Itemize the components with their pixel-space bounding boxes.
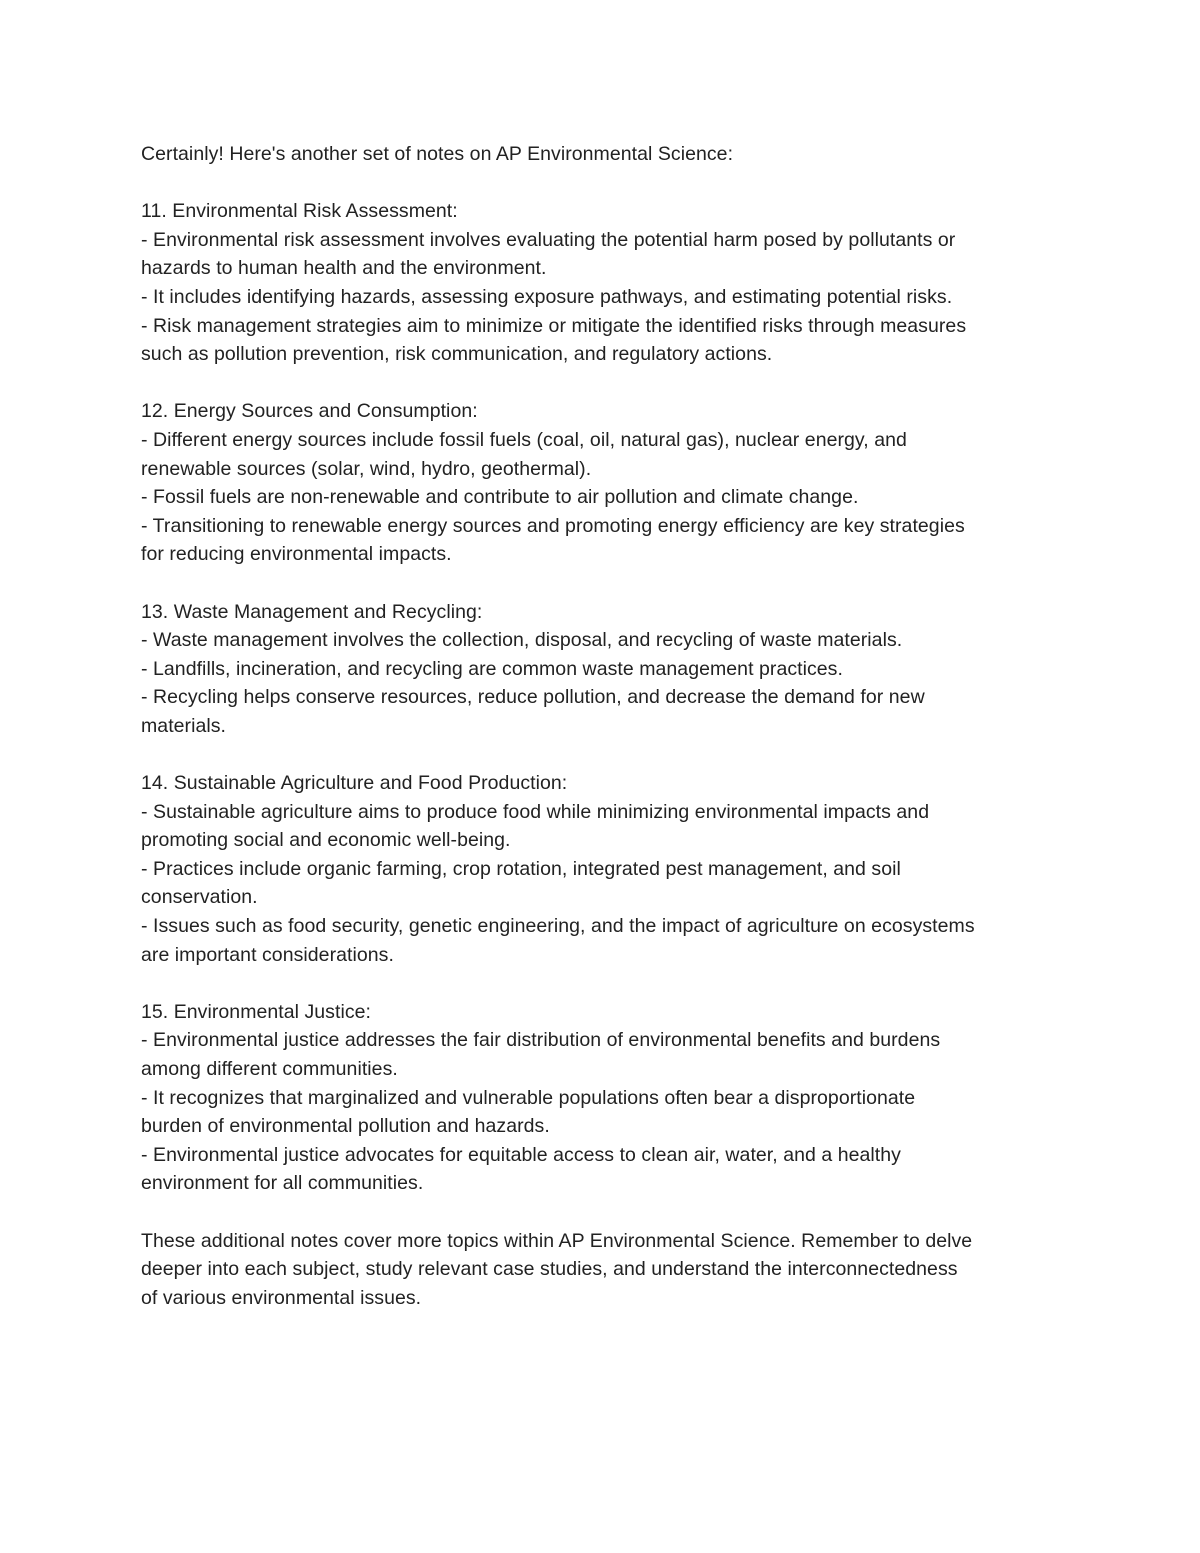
section-line: - Environmental risk assessment involves evaluating the potential harm posed by pollutants or: [141, 228, 956, 251]
blank-line: [141, 740, 1071, 769]
section-line: hazards to human health and the environment.: [141, 257, 547, 280]
section-heading: 14. Sustainable Agriculture and Food Production:: [141, 772, 568, 795]
section-line: - Landfills, incineration, and recycling are common waste management practices.: [141, 657, 843, 680]
section-line: - Different energy sources include fossil fuels (coal, oil, natural gas), nuclear energy, and: [141, 428, 907, 451]
blank-line: [141, 569, 1071, 598]
section-line: among different communities.: [141, 1058, 398, 1080]
section-line: - Recycling helps conserve resources, reduce pollution, and decrease the demand for new: [141, 686, 925, 709]
section-line: - Fossil fuels are non-renewable and contribute to air pollution and climate change.: [141, 486, 859, 509]
section-line: conservation.: [141, 886, 258, 909]
section-line: burden of environmental pollution and hazards.: [141, 1115, 550, 1138]
section-line: promoting social and economic well-being.: [141, 829, 511, 852]
section-12: [141, 397, 1071, 569]
section-line: - Environmental justice advocates for equitable access to clean air, water, and a healthy: [141, 1143, 901, 1166]
section-heading: 15. Environmental Justice:: [141, 1000, 371, 1023]
blank-line: [141, 969, 1071, 998]
section-14: [141, 769, 1071, 969]
document-body: [141, 140, 1071, 1312]
closing-paragraph: [141, 1227, 1071, 1313]
section-line: - It includes identifying hazards, assessing exposure pathways, and estimating potential risks.: [141, 285, 953, 308]
section-line: materials.: [141, 714, 227, 737]
section-heading: 12. Energy Sources and Consumption:: [141, 400, 478, 423]
section-line: for reducing environmental impacts.: [141, 543, 452, 566]
section-line: - Environmental justice addresses the fair distribution of environmental benefits and burdens: [141, 1029, 941, 1052]
section-line: such as pollution prevention, risk communication, and regulatory actions.: [141, 343, 773, 366]
section-15: [141, 998, 1071, 1198]
section-line: renewable sources (solar, wind, hydro, geothermal).: [141, 457, 592, 480]
section-line: - Sustainable agriculture aims to produce food while minimizing environmental impacts and: [141, 800, 930, 823]
section-line: - Risk management strategies aim to minimize or mitigate the identified risks through measures: [141, 314, 967, 337]
closing-line: of various environmental issues.: [141, 1286, 422, 1309]
blank-line: [141, 1198, 1071, 1227]
section-13: [141, 598, 1071, 741]
section-line: - Waste management involves the collection, disposal, and recycling of waste materials.: [141, 629, 903, 652]
section-heading: 11. Environmental Risk Assessment:: [141, 200, 458, 223]
section-line: - It recognizes that marginalized and vulnerable populations often bear a disproportionate: [141, 1086, 916, 1109]
section-heading: 13. Waste Management and Recycling:: [141, 600, 483, 623]
section-line: - Issues such as food security, genetic engineering, and the impact of agriculture on ecosystems: [141, 915, 975, 938]
closing-line: These additional notes cover more topics within AP Environmental Science. Remember to delve: [141, 1229, 973, 1252]
blank-line: [141, 169, 1071, 198]
blank-line: [141, 369, 1071, 398]
intro-text: Certainly! Here's another set of notes on AP Environmental Science:: [141, 143, 734, 165]
section-line: environment for all communities.: [141, 1172, 424, 1195]
section-line: are important considerations.: [141, 943, 394, 966]
section-11: [141, 197, 1071, 369]
section-line: - Transitioning to renewable energy sources and promoting energy efficiency are key strategies: [141, 514, 965, 537]
section-line: - Practices include organic farming, crop rotation, integrated pest management, and soil: [141, 857, 901, 880]
closing-line: deeper into each subject, study relevant case studies, and understand the interconnectedness: [141, 1258, 958, 1281]
